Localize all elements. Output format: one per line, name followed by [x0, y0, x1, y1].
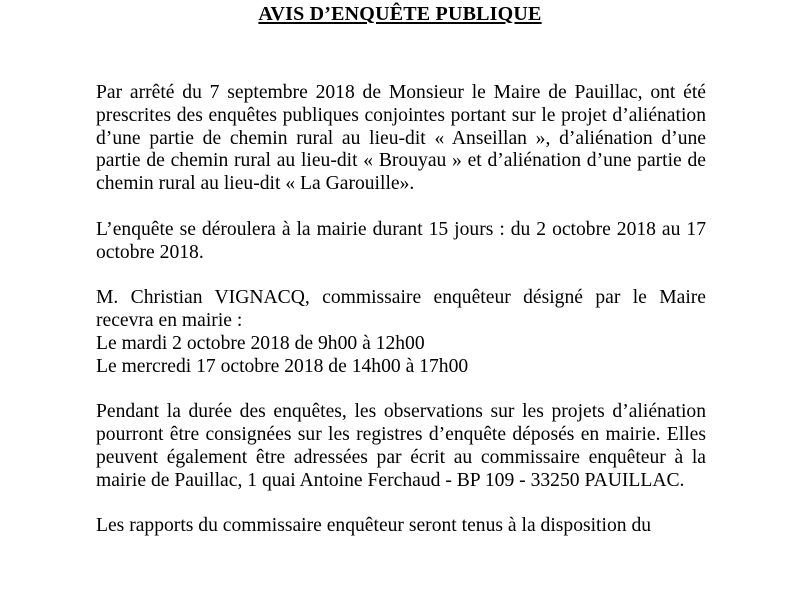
paragraph-observations: Pendant la durée des enquêtes, les observations sur les projets d’aliénation pourront être consignées sur les registres d’enquête déposés en mairie. Elles peuvent également être adressées par écrit au commissaire enquêteur à la mairie de Pauillac, 1 quai Antoine Ferchaud - BP 109 - 33250 PAUILLAC. — [96, 401, 706, 491]
paragraph-commissioner-intro: M. Christian VIGNACQ, commissaire enquêteur désigné par le Maire recevra en mairie : — [96, 287, 706, 331]
paragraph-commissioner — [96, 287, 706, 378]
document-body — [96, 82, 706, 561]
schedule-line-1: Le mardi 2 octobre 2018 de 9h00 à 12h00 — [96, 332, 425, 354]
schedule-line-2: Le mercredi 17 octobre 2018 de 14h00 à 17h00 — [96, 355, 469, 377]
document-title: AVIS D’ENQUÊTE PUBLIQUE — [258, 3, 542, 25]
paragraph-inquiry-duration: L’enquête se déroulera à la mairie durant 15 jours : du 2 octobre 2018 au 17 octobre 2018. — [96, 218, 706, 263]
paragraph-reports: Les rapports du commissaire enquêteur seront tenus à la disposition du — [96, 515, 652, 537]
paragraph-decree: Par arrêté du 7 septembre 2018 de Monsieur le Maire de Pauillac, ont été prescrites des enquêtes publiques conjointes portant sur le projet d’aliénation d’une partie de chemin rural au lieu-dit « Anseillan », d’aliénation d’une partie de chemin rural au lieu-dit « Brouyau » et d’aliénation d’une partie de chemin rural au lieu-dit « La Garouille». — [96, 82, 706, 195]
